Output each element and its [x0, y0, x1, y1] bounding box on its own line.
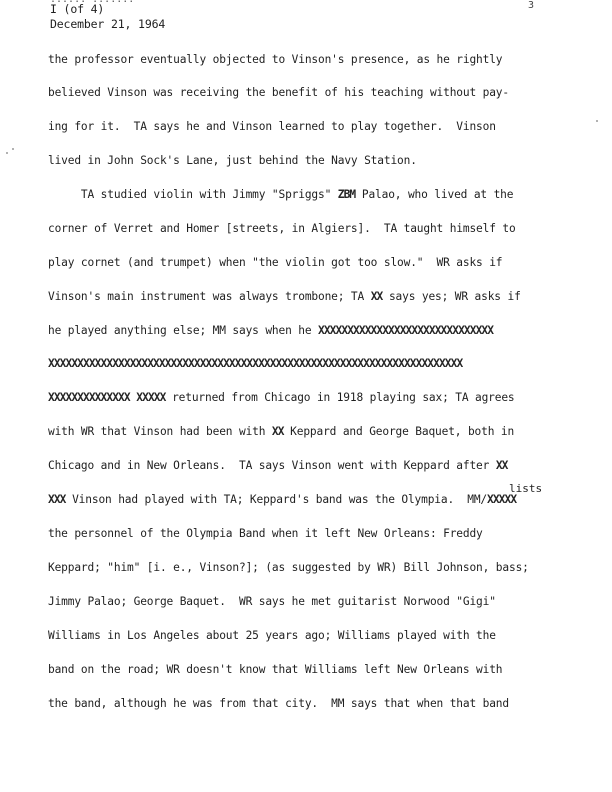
text-line-10	[48, 357, 462, 371]
text-segment: returned from Chicago in 1918 playing sax; TA agrees	[165, 391, 515, 404]
text-line-5	[48, 188, 513, 202]
text-line-1: the professor eventually objected to Vinson's presence, as he rightly	[48, 53, 503, 66]
handwritten-insertion: lists	[509, 482, 543, 495]
text-line-9	[48, 324, 493, 338]
text-line-4: lived in John Sock's Lane, just behind the Navy Station.	[48, 154, 417, 167]
struck-out-text: XXXXXXXXXXXXXXXXXXXXXXXXXXXXXX	[318, 324, 494, 337]
scan-speck	[12, 148, 14, 150]
text-line-17: Jimmy Palao; George Baquet. WR says he met guitarist Norwood "Gigi"	[48, 595, 496, 608]
struck-out-text: XXXXX	[486, 493, 517, 506]
text-line-20: the band, although he was from that city. MM says that when that band	[48, 697, 509, 710]
text-line-12	[48, 425, 514, 439]
text-line-3: ing for it. TA says he and Vinson learned to play together. Vinson	[48, 120, 496, 133]
text-segment: Vinson's main instrument was always trombone; TA	[48, 290, 371, 303]
text-segment: TA studied violin with Jimmy "Spriggs"	[48, 188, 338, 201]
text-segment: Vinson had played with TA; Keppard's band was the Olympia. MM/	[65, 493, 487, 506]
text-segment: Palao, who lived at the	[355, 188, 514, 201]
text-line-13	[48, 459, 507, 473]
struck-out-text: ZBM	[337, 188, 356, 201]
struck-out-text: XX	[370, 290, 383, 303]
struck-out-text: XX	[271, 425, 284, 438]
struck-out-text: XXXXXXXXXXXXXX	[48, 391, 130, 404]
text-line-8	[48, 290, 521, 304]
part-label: I (of 4)	[50, 2, 105, 16]
text-line-7: play cornet (and trumpet) when "the violin got too slow." WR asks if	[48, 256, 503, 269]
text-segment: Chicago and in New Orleans. TA says Vinson went with Keppard after	[48, 459, 496, 472]
struck-out-text: XX	[495, 459, 508, 472]
page-number: 3	[528, 0, 535, 11]
struck-out-text: XXXXXXXXXXXXXXXXXXXXXXXXXXXXXXXXXXXXXXXXXXXXXXXXXXXXXXXXXXXXXXXXXXXXXXX	[48, 357, 463, 370]
text-line-2: believed Vinson was receiving the benefit of his teaching without pay-	[48, 86, 509, 99]
struck-out-text: XXX	[48, 493, 66, 506]
text-segment: he played anything else; MM says when he	[48, 324, 319, 337]
scan-speck	[596, 120, 598, 122]
text-line-6: corner of Verret and Homer [streets, in Algiers]. TA taught himself to	[48, 222, 516, 235]
text-segment: with WR that Vinson had been with	[48, 425, 272, 438]
scan-speck	[6, 152, 8, 154]
text-line-18: Williams in Los Angeles about 25 years ago; Williams played with the	[48, 629, 496, 642]
text-line-14	[48, 493, 516, 507]
struck-out-text: XXXXX	[136, 391, 166, 404]
text-segment: says yes; WR asks if	[382, 290, 521, 303]
text-line-15: the personnel of the Olympia Band when it left New Orleans: Freddy	[48, 527, 483, 540]
text-line-16: Keppard; "him" [i. e., Vinson?]; (as suggested by WR) Bill Johnson, bass;	[48, 561, 529, 574]
date-line: December 21, 1964	[50, 17, 166, 31]
text-segment: Keppard and George Baquet, both in	[283, 425, 515, 438]
text-line-19: band on the road; WR doesn't know that Williams left New Orleans with	[48, 663, 503, 676]
text-line-11	[48, 391, 515, 405]
